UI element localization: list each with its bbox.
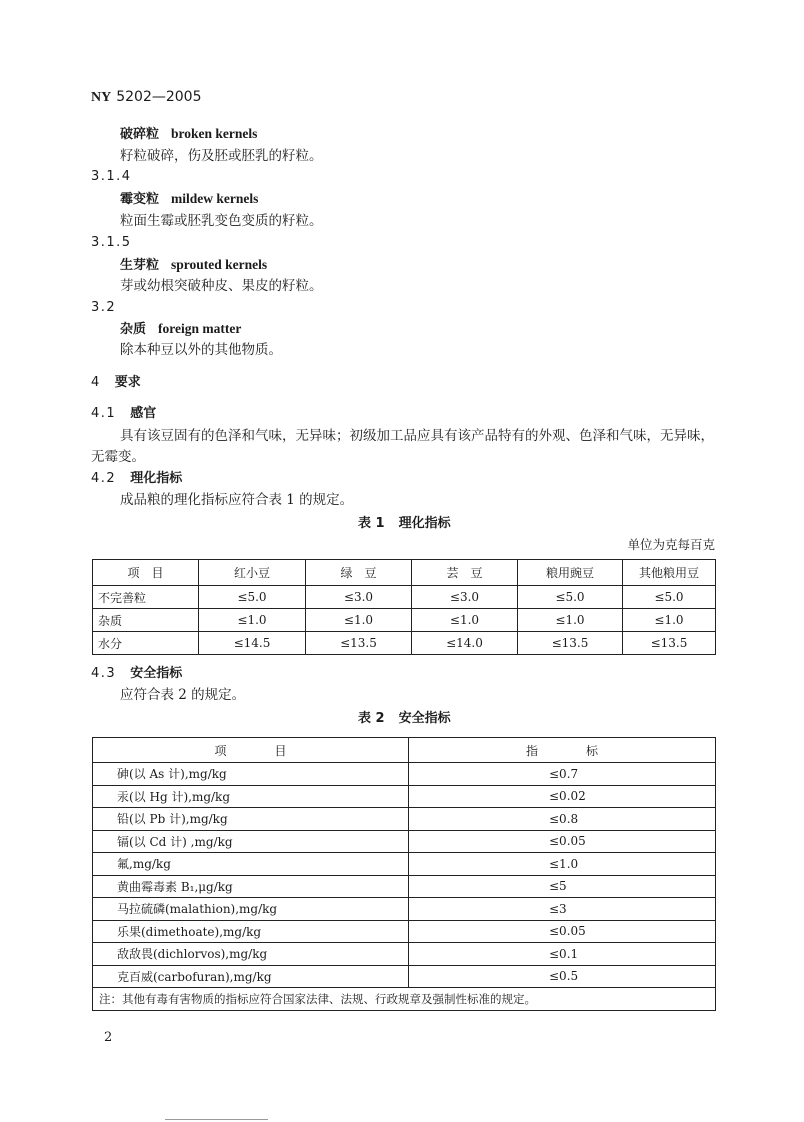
row-label: 克百威(carbofuran),mg/kg	[93, 965, 409, 988]
table-cell: ≤14.0	[412, 632, 518, 655]
section-heading-4-1	[91, 404, 156, 423]
table-cell: ≤1.0	[306, 609, 412, 632]
paragraph-line: 应符合表 2 的规定。	[120, 687, 246, 703]
section-title: 安全指标	[130, 666, 183, 681]
caption-title: 理化指标	[398, 516, 451, 531]
table-cell: ≤5	[409, 875, 716, 898]
table-row	[93, 586, 716, 609]
table-cell: ≤0.1	[409, 943, 716, 966]
section-heading-4-2	[91, 469, 182, 488]
clause-number: 3.1.4	[91, 169, 132, 184]
table-cell: ≤1.0	[518, 609, 623, 632]
term-zh: 杂质	[120, 322, 147, 337]
term-en: sprouted kernels	[171, 257, 268, 272]
term-definition: 粒面生霉或胚乳变色变质的籽粒。	[120, 213, 323, 229]
term-en: mildew kernels	[171, 191, 259, 206]
term-title-broken-kernels	[120, 125, 257, 144]
table-header-row	[93, 738, 716, 763]
section-number: 4.1	[91, 406, 117, 421]
row-label: 马拉硫磷(malathion),mg/kg	[93, 898, 409, 921]
row-label: 不完善粒	[93, 586, 199, 609]
table-1-caption	[358, 515, 451, 533]
term-zh: 破碎粒	[120, 127, 160, 142]
column-header: 粮用豌豆	[518, 560, 623, 586]
clause-number: 3.2	[91, 300, 117, 315]
caption-number: 表 1	[358, 516, 385, 531]
term-definition: 籽粒破碎，伤及胚或胚乳的籽粒。	[120, 148, 323, 164]
section-number: 4.2	[91, 471, 117, 486]
table-2-safety	[92, 737, 716, 1011]
running-head	[91, 88, 202, 107]
row-label: 黄曲霉毒素 B₁,μg/kg	[93, 875, 409, 898]
table-cell: ≤1.0	[199, 609, 306, 632]
table-cell: ≤3.0	[306, 586, 412, 609]
row-label: 杂质	[93, 609, 199, 632]
page-number: 2	[104, 1030, 113, 1045]
row-label: 氟,mg/kg	[93, 853, 409, 876]
paragraph-line: 具有该豆固有的色泽和气味，无异味；初级加工品应具有该产品特有的外观、色泽和气味，无异味，	[120, 428, 714, 444]
caption-number: 表 2	[358, 711, 385, 726]
table-1-unit: 单位为克每百克	[627, 537, 715, 552]
table-row	[93, 920, 716, 943]
table-cell: ≤1.0	[412, 609, 518, 632]
term-en: foreign matter	[158, 321, 242, 336]
term-en: broken kernels	[171, 126, 258, 141]
table-cell: ≤5.0	[199, 586, 306, 609]
table-cell: ≤1.0	[623, 609, 716, 632]
term-title-foreign-matter	[120, 320, 241, 339]
table-cell: ≤3.0	[412, 586, 518, 609]
term-zh: 霉变粒	[120, 192, 160, 207]
table-row	[93, 632, 716, 655]
table-cell: ≤13.5	[306, 632, 412, 655]
row-label: 铅(以 Pb 计),mg/kg	[93, 808, 409, 831]
table-cell: ≤0.5	[409, 965, 716, 988]
caption-title: 安全指标	[398, 711, 451, 726]
row-label: 砷(以 As 计),mg/kg	[93, 763, 409, 786]
paragraph-line: 无霉变。	[91, 449, 145, 465]
section-title: 要求	[114, 375, 141, 390]
column-header: 项 目	[93, 738, 409, 763]
paragraph-line: 成品粮的理化指标应符合表 1 的规定。	[120, 492, 354, 508]
table-cell: ≤5.0	[623, 586, 716, 609]
term-title-sprouted-kernels	[120, 256, 267, 275]
table-cell: ≤0.8	[409, 808, 716, 831]
table-cell: ≤0.05	[409, 920, 716, 943]
section-title: 感官	[130, 406, 157, 421]
row-label: 汞(以 Hg 计),mg/kg	[93, 785, 409, 808]
table-cell: ≤0.7	[409, 763, 716, 786]
section-number: 4	[91, 375, 101, 390]
table-row	[93, 943, 716, 966]
table-2-caption	[358, 710, 451, 728]
term-definition: 除本种豆以外的其他物质。	[120, 342, 282, 358]
table-row	[93, 898, 716, 921]
term-zh: 生芽粒	[120, 258, 160, 273]
term-title-mildew-kernels	[120, 190, 258, 209]
column-header: 绿 豆	[306, 560, 412, 586]
table-cell: ≤1.0	[409, 853, 716, 876]
table-1-physicochemical	[92, 559, 716, 655]
term-definition: 芽或幼根突破种皮、果皮的籽粒。	[120, 278, 323, 294]
table-row	[93, 853, 716, 876]
column-header: 其他粮用豆	[623, 560, 716, 586]
table-cell: ≤13.5	[623, 632, 716, 655]
table-row	[93, 965, 716, 988]
column-header: 红小豆	[199, 560, 306, 586]
clause-number: 3.1.5	[91, 235, 132, 250]
column-header: 指 标	[409, 738, 716, 763]
section-heading-4	[91, 373, 141, 392]
table-header-row	[93, 560, 716, 586]
section-number: 4.3	[91, 666, 117, 681]
row-label: 镉(以 Cd 计) ,mg/kg	[93, 830, 409, 853]
row-label: 乐果(dimethoate),mg/kg	[93, 920, 409, 943]
table-cell: ≤3	[409, 898, 716, 921]
table-row	[93, 763, 716, 786]
table-row	[93, 875, 716, 898]
table-cell: ≤0.05	[409, 830, 716, 853]
standard-prefix: NY	[91, 90, 112, 105]
column-header: 芸 豆	[412, 560, 518, 586]
scan-artifact-line	[165, 1119, 268, 1120]
table-row	[93, 785, 716, 808]
table-cell: ≤0.02	[409, 785, 716, 808]
standard-number: 5202—2005	[116, 89, 202, 105]
section-title: 理化指标	[130, 471, 183, 486]
column-header: 项 目	[93, 560, 199, 586]
table-row	[93, 808, 716, 831]
table-cell: ≤5.0	[518, 586, 623, 609]
table-note: 注：其他有毒有害物质的指标应符合国家法律、法规、行政规章及强制性标准的规定。	[93, 988, 716, 1011]
row-label: 水分	[93, 632, 199, 655]
table-row	[93, 609, 716, 632]
table-row	[93, 830, 716, 853]
table-cell: ≤13.5	[518, 632, 623, 655]
section-heading-4-3	[91, 664, 182, 683]
table-note-row	[93, 988, 716, 1011]
table-cell: ≤14.5	[199, 632, 306, 655]
row-label: 敌敌畏(dichlorvos),mg/kg	[93, 943, 409, 966]
